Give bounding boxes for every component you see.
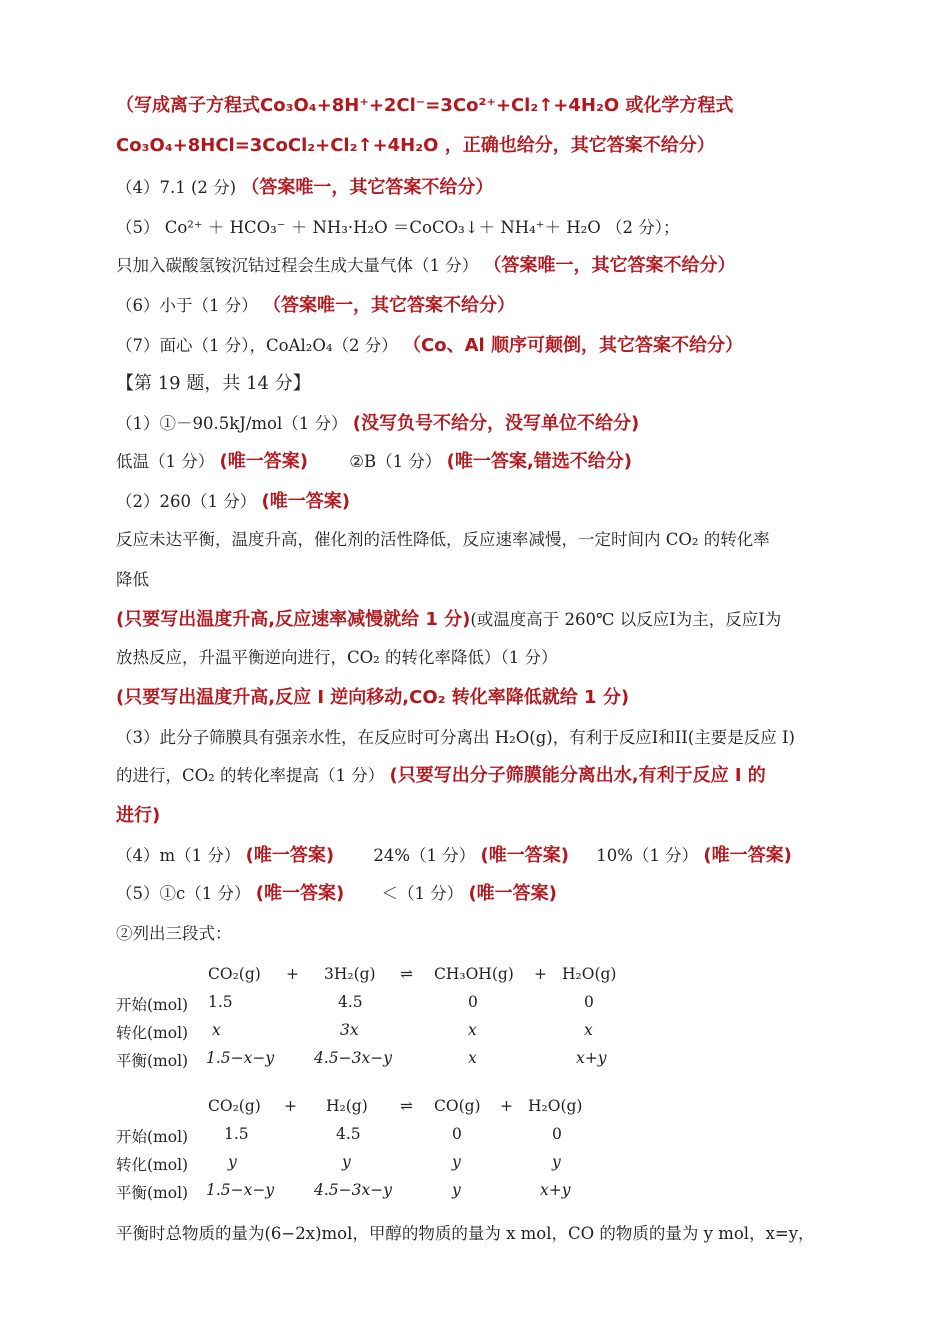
- q19-3-note: (只要写出分子筛膜能分离出水,有利于反应 I 的: [389, 765, 766, 786]
- table-cell: 4.5−3x−y: [314, 1049, 392, 1067]
- low-temp-text: 低温（1 分）: [116, 452, 215, 471]
- q19-2-note: (唯一答案): [261, 491, 350, 512]
- three-stage-intro: ②列出三段式：: [116, 924, 232, 943]
- table-cell: 1.5−x−y: [206, 1049, 275, 1067]
- q19-2-alt-cont: 放热反应，升温平衡逆向进行，CO₂ 的转化率降低）（1 分）: [116, 648, 558, 667]
- table-cell: x: [468, 1049, 477, 1067]
- q19-4-b-note: (唯一答案): [480, 845, 569, 866]
- q5-equation: （5） Co²⁺ ＋ HCO₃⁻ ＋ NH₃·H₂O ＝CoCO₃↓＋ NH₄⁺＋ H₂O （2 分）；: [116, 218, 680, 237]
- table-cell: 0: [552, 1125, 562, 1143]
- chemical-equation-note: Co₃O₄+8HCl=3CoCl₂+Cl₂↑+4H₂O ，正确也给分，其它答案不给分）: [116, 135, 715, 156]
- table-cell: 1.5: [208, 993, 233, 1011]
- low-temp-note: (唯一答案): [219, 451, 308, 472]
- q19-1b-note: (唯一答案,错选不给分): [446, 451, 632, 472]
- equilibrium-summary: 平衡时总物质的量为(6−2x)mol，甲醇的物质的量为 x mol，CO 的物质的量为 y mol，x=y，: [116, 1224, 815, 1243]
- q4-note: （答案唯一，其它答案不给分）: [241, 177, 494, 198]
- row-label: 开始(mol): [116, 996, 189, 1014]
- table-cell: y: [452, 1153, 461, 1171]
- q19-2-text: （2）260（1 分）: [116, 492, 257, 511]
- table-cell: 4.5: [338, 993, 363, 1011]
- q7-note: （Co、Al 顺序可颠倒，其它答案不给分）: [403, 335, 743, 356]
- q6-text: （6）小于（1 分）: [116, 296, 258, 315]
- table-cell: y: [342, 1153, 351, 1171]
- table-cell: y: [228, 1153, 237, 1171]
- table-cell: x: [212, 1021, 221, 1039]
- table-header-cell: CO₂(g): [208, 1097, 261, 1115]
- q19-4-c-note: (唯一答案): [703, 845, 792, 866]
- table-header-cell: +: [534, 965, 547, 983]
- q19-1b-text: ②B（1 分）: [349, 452, 442, 471]
- q7-text: （7）面心（1 分），CoAl₂O₄（2 分）: [116, 336, 398, 355]
- q19-2-reason-cont: 降低: [116, 570, 149, 589]
- table-header-cell: +: [500, 1097, 513, 1115]
- table-cell: x: [584, 1021, 593, 1039]
- q19-3-note-cont: 进行): [116, 805, 161, 826]
- q19-3-text: （3）此分子筛膜具有强亲水性，在反应时可分离出 H₂O(g)，有利于反应I和II(主要是反应 I): [116, 728, 795, 747]
- table-cell: y: [452, 1181, 461, 1199]
- q6-answer: [116, 294, 515, 318]
- q19-4-b: 24%（1 分）: [373, 846, 476, 865]
- q19-2-alt-scoring: (只要写出温度升高,反应 I 逆向移动,CO₂ 转化率降低就给 1 分): [116, 687, 630, 708]
- q5-reason: [116, 254, 736, 278]
- q4-text: （4）7.1 (2 分): [116, 178, 237, 197]
- table-cell: 3x: [340, 1021, 359, 1039]
- q19-4-a-note: (唯一答案): [245, 845, 335, 866]
- table-cell: y: [552, 1153, 561, 1171]
- q19-3-answer: [116, 764, 766, 788]
- q4-answer: [116, 176, 493, 200]
- table-header-cell: H₂O(g): [528, 1097, 583, 1115]
- table-header-cell: CO(g): [434, 1097, 481, 1115]
- table-header-cell: 3H₂(g): [324, 965, 376, 983]
- q19-4-a: （4）m（1 分）: [116, 846, 241, 865]
- q19-1b-answer: [116, 450, 632, 474]
- q19-2-scoring-note: (只要写出温度升高,反应速率减慢就给 1 分): [116, 609, 471, 630]
- q19-3-text-cont: 的进行，CO₂ 的转化率提高（1 分）: [116, 766, 385, 785]
- q19-2-answer: [116, 490, 350, 514]
- row-label: 开始(mol): [116, 1128, 189, 1146]
- table-cell: 1.5−x−y: [206, 1181, 275, 1199]
- q5-reason-text: 只加入碳酸氢铵沉钴过程会生成大量气体（1 分）: [116, 256, 479, 275]
- q19-1-text: （1）①－90.5kJ/mol（1 分）: [116, 414, 348, 433]
- table-header-cell: ⇌: [400, 1097, 413, 1115]
- table-header-cell: CO₂(g): [208, 965, 261, 983]
- table-cell: 0: [452, 1125, 462, 1143]
- q19-4-c: 10%（1 分）: [596, 846, 699, 865]
- q19-1-answer: [116, 412, 639, 436]
- row-label: 转化(mol): [116, 1024, 189, 1042]
- table-header-cell: H₂(g): [326, 1097, 368, 1115]
- row-label: 转化(mol): [116, 1156, 189, 1174]
- table-cell: 4.5: [336, 1125, 361, 1143]
- table-cell: 4.5−3x−y: [314, 1181, 392, 1199]
- table-header-cell: ⇌: [400, 965, 413, 983]
- table-cell: x: [468, 1021, 477, 1039]
- q19-2-scoring: [116, 608, 781, 632]
- q19-1-note: (没写负号不给分，没写单位不给分): [352, 413, 640, 434]
- row-label: 平衡(mol): [116, 1052, 189, 1070]
- q19-4-answer: [116, 844, 792, 868]
- q19-5-b-note: (唯一答案): [468, 883, 557, 904]
- ionic-equation-note: （写成离子方程式Co₃O₄+8H⁺+2Cl⁻=3Co²⁺+Cl₂↑+4H₂O 或化学方程式: [116, 95, 734, 116]
- table-header-cell: CH₃OH(g): [434, 965, 514, 983]
- table-header-cell: H₂O(g): [562, 965, 617, 983]
- section-heading-q19: 【第 19 题，共 14 分】: [116, 373, 311, 394]
- q19-5-a-note: (唯一答案): [255, 883, 345, 904]
- q19-2-reason: 反应未达平衡，温度升高，催化剂的活性降低，反应速率减慢，一定时间内 CO₂ 的转化率: [116, 530, 770, 549]
- q7-answer: [116, 334, 743, 358]
- table-cell: 0: [584, 993, 594, 1011]
- table-cell: x+y: [540, 1181, 571, 1199]
- table-cell: x+y: [576, 1049, 607, 1067]
- row-label: 平衡(mol): [116, 1184, 189, 1202]
- q19-5-b: ＜（1 分）: [381, 884, 464, 903]
- table-header-cell: +: [286, 965, 299, 983]
- table-cell: 0: [468, 993, 478, 1011]
- q5-note: （答案唯一，其它答案不给分）: [483, 255, 736, 276]
- table-header-cell: +: [284, 1097, 297, 1115]
- q19-2-alt-text: (或温度高于 260℃ 以反应I为主，反应I为: [470, 610, 782, 629]
- table-cell: 1.5: [224, 1125, 249, 1143]
- q6-note: （答案唯一，其它答案不给分）: [263, 295, 515, 316]
- q19-5-a: （5）①c（1 分）: [116, 884, 251, 903]
- q19-5-answer: [116, 882, 557, 906]
